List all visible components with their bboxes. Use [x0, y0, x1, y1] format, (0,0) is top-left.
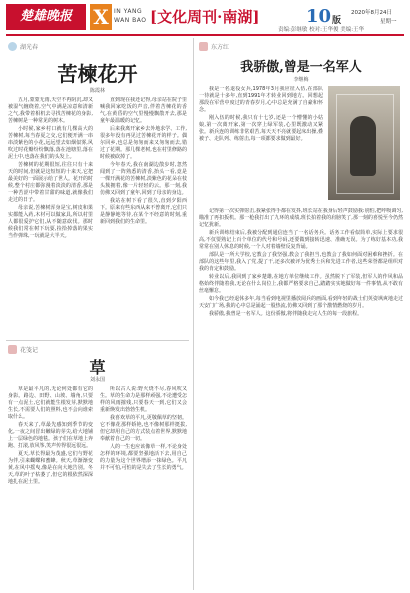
issue-weekday: 星期一 [380, 19, 397, 25]
article-column-body [199, 208, 403, 588]
editor-credits: 责编:彭继敏 校对:王华俊 美编:王华 [278, 27, 365, 33]
article-divider [6, 340, 189, 341]
soldier-portrait-photo [328, 86, 400, 200]
newspaper-logo: 楚雄晚报 [6, 4, 86, 30]
paragraph: 我骄傲,我曾是一名军人。这份骄傲,将伴随我走完人生的每一段旅程。 [209, 311, 363, 317]
masthead [6, 4, 404, 34]
section-label-text: 花笺记 [20, 347, 39, 354]
paragraph: 我喜欢草的平凡,更敬佩草的坚韧。它不像花那样娇艳,也不像树那样挺拔,但它却用自己的方式装点着世界,默默地奉献着自己的一切。 [100, 415, 187, 442]
article-byline: 李继梅 [293, 77, 309, 83]
paragraph: 转业以后,我回到了家乡楚雄,在地方单位继续工作。虽然脱下了军装,但军人的作风和品格始终伴随着我,无论在什么岗位上,我都严格要求自己,踏踏实实地做好每一件事情,从不敢有丝毫懈怠。 [199, 274, 403, 294]
paragraph: 今年春天,我在南湖边散步时,忽然闻到了一阵熟悉的清香,抬头一看,竟是一棵开满花的苦楝树,淡紫色的花朵在枝头簇拥着,像一片轻轻的云。那一刻,我仿佛又回到了童年,回到了母亲的身边。 [100, 162, 187, 196]
paragraph: 部队是一所大学校,它教会了我坚强,教会了我担当,也教会了我如何面对困难和挫折。在部队的这些年里,我入了党,提了干,还多次被评为优秀士兵和先进工作者,这些荣誉都是组织对我的肯定和鼓励。 [199, 252, 403, 272]
paragraph: 我是一名退役女兵,1978年3月我应征入伍,在部队一待就是十多年,直到1991年才转业回到地方。回想起那段在军营中度过的青春岁月,心中总是充满了自豪和怀念。 [199, 86, 323, 113]
paragraph: 新兵训练结束后,我被分配到通信连当了一名话务兵。话务工作看似简单,实际上要求很高,不仅要熟记上百个单位的代号和号码,还要做到接转迅速、准确无误。为了练好基本功,我常常在别人休息的时候,一个人对着墙壁反复背诵。 [199, 230, 403, 250]
masthead-rule [6, 34, 404, 36]
column-divider [193, 38, 194, 590]
paragraph: 如今我已经退休多年,每当看到电视里播放阅兵的画面,看到年轻的战士们英姿飒爽地走过天安门广场,我的心中总是涌起一股热流,仿佛又回到了那个激情燃烧的岁月。 [199, 296, 403, 309]
issue-date: 2020年8月24日 [351, 10, 392, 16]
section-marker-icon [8, 42, 17, 51]
article-column-1 [8, 386, 93, 589]
article-headline: 我骄傲,曾是一名军人 [240, 60, 362, 75]
article-column-1 [8, 97, 93, 337]
article-headline: 草 [89, 358, 106, 377]
article-column-2 [100, 386, 187, 589]
page-unit: 版 [332, 16, 342, 26]
paragraph: 夏天,草长得最为茂盛,它们与野花为伴,引来蝴蝶和蜜蜂。秋天,草渐渐变黄,在风中摇曳,像是在向大地告别。冬天,草的叶子枯萎了,但它的根依然深深地扎在泥土里。 [8, 451, 93, 485]
section-title: [文化周刊·南湖] [150, 8, 260, 26]
paragraph: 后来我离开家乡去外地求学、工作,很多年没有再见过苦楝花开的样子。偶尔回乡,也总是匆匆而来又匆匆而去,错过了花期。那几棵老树,也在村里修路的时候被砍掉了。 [100, 126, 187, 160]
paragraph: 我站在树下看了很久,直到夕阳西下。原来有些东西从来不曾离开,它们只是静静地等待,在某个不经意的时刻,重新回到我们的生命里。 [100, 198, 187, 225]
paragraph: 记得第一次实弹射击,我紧张得手都在发抖,班长站在我身后轻声鼓励我:别怕,把呼吸调匀,瞄准了再扣扳机。那一枪我打出了九环的成绩,班长拍着我的肩膀笑了,那一刻的喜悦至今仍然记忆犹新。 [199, 208, 403, 228]
section-label [199, 42, 229, 51]
section-label-text: 东方红 [211, 44, 230, 51]
photo-figure [350, 116, 376, 176]
pinyin-line-1: IN YANG [114, 8, 143, 15]
section-marker-icon [199, 42, 208, 51]
masthead-pinyin [114, 7, 146, 25]
paragraph: 刚入伍的时候,我只有十七岁,还是一个懵懂的小姑娘,第一次离开家,第一次穿上绿军装,心里既激动又紧张。新兵连的训练非常艰苦,每天天不亮就要起床出操,叠被子、走队列、练射击,每一项都要求做到最好。 [199, 115, 323, 142]
section-marker-icon [8, 345, 17, 354]
paragraph: 母亲说,苦楝树浑身是宝,树皮和果实都能入药,木材可以做家具,所以村里人都很爱护它们,从不随意砍伐。那时候我们常在树下玩耍,捡拾掉落的果实当作弹珠,一玩就是大半天。 [8, 205, 93, 239]
paragraph: 春天来了,草最先感知到季节的变化,一夜之间冒出嫩绿的芽尖,给大地铺上一层绿色的地毯。孩子们在草地上奔跑、打滚,放风筝,笑声传得很远很远。 [8, 422, 93, 449]
section-label-text: 湖光春 [20, 44, 39, 51]
article-byline: 陈霞林 [89, 88, 105, 94]
section-label [8, 345, 38, 354]
paragraph: 草是最平凡的,无论何处都有它的身影。路边、田野、山坡、墙角,只要有一点泥土,它们就能生根发芽,默默地生长,不需要人们的照料,也不会向谁索取什么。 [8, 386, 93, 420]
paragraph: 所以古人说:野火烧不尽,春风吹又生。草的生命力是那样顽强,不论遭受怎样的风雨摧残,只要春天一到,它们又会重新焕发出勃勃生机。 [100, 386, 187, 413]
article-column-2 [100, 97, 187, 337]
article-headline: 苦楝花开 [57, 62, 138, 86]
paragraph: 小时候,家乡村口就有几棵高大的苦楝树,每当春夏之交,它们便开满一串串淡紫色的小花,远远望去如烟似雾,风吹过时花瓣纷纷飘落,落在池塘里,落在泥土中,也落在我们的头发上。 [8, 126, 93, 160]
paragraph: 直到现在我还记得,母亲站在院子里喊我回家吃饭的声音,伴着苦楝花的香气,在黄昏的空气里慢慢飘散开去,那是童年最温暖的记忆。 [100, 97, 187, 124]
pinyin-line-2: WAN BAO [114, 17, 147, 24]
section-label [8, 42, 38, 51]
paragraph: 苦楝树的花期很短,往往只有十来天的时间,但就是这短短的十来天,它把最美好的一面展示给了世人。花开的时候,整个村庄都弥漫着淡淡的清香,那是一种苦涩中带着甘甜的味道,就像我们走过的日子。 [8, 162, 93, 203]
paragraph: 人的一生也应该像草一样,不论身处怎样的环境,都要坚强地活下去,用自己的力量为这个世界增添一抹绿色。平凡并不可怕,可怕的是失去了生长的勇气。 [100, 444, 187, 471]
article-column-top [199, 86, 323, 206]
article-byline: 刘永国 [89, 377, 105, 383]
page-number: 10 [306, 6, 332, 27]
masthead-initial: X [90, 4, 112, 30]
paragraph: 五月,蒙蒙无雨,天空不再阴沉,却又被湿气缠绕着,空气中满是凉意和清新之气,我带着相机去寻找苦楝花的身影,苦楝树是一种常见的树木。 [8, 97, 93, 124]
